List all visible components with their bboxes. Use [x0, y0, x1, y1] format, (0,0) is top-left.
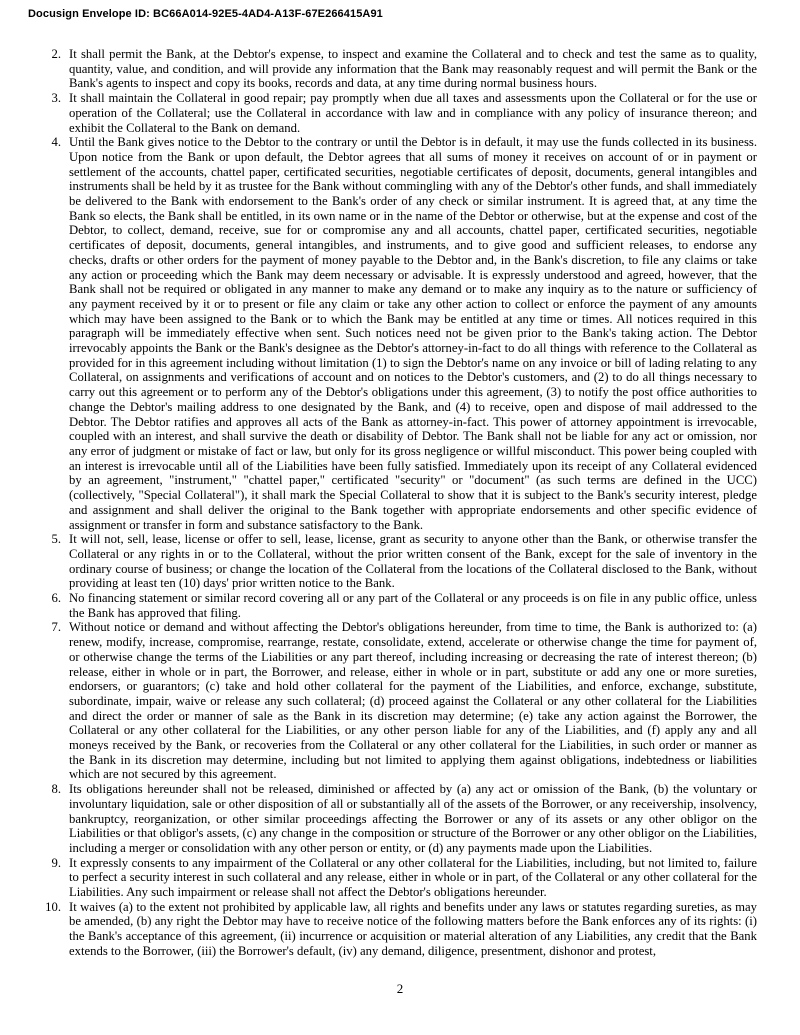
list-item: [40, 900, 757, 959]
list-item-text: It will not, sell, lease, license or offer to sell, lease, license, grant as security to anyone other than the Bank, or otherwise transfer the Collateral or any rights in or to the Collateral, without the prior written consent of the Bank, except for the sale of inventory in the ordinary course of business; or change the location of the Collateral from the locations of the Collateral disclosed to the Bank, without providing at least ten (10) days' prior written notice to the Bank.: [69, 532, 757, 591]
list-item-number: 8.: [51, 782, 61, 797]
list-item-number: 3.: [51, 91, 61, 106]
list-item-text: It shall permit the Bank, at the Debtor's expense, to inspect and examine the Collateral and to check and test the same as to quality, quantity, value, and condition, and will provide any information that the Bank may reasonably request and will permit the Bank or the Bank's agents to inspect and copy its books, records and data, at any time during normal business hours.: [69, 47, 757, 91]
list-item: [40, 91, 757, 135]
list-item: [40, 135, 757, 532]
list-item-number: 2.: [51, 47, 61, 61]
list-item-text: Its obligations hereunder shall not be released, diminished or affected by (a) any act or omission of the Bank, (b) the voluntary or involuntary liquidation, sale or other disposition of all or substantially all of the assets of the Borrower, or any receivership, insolvency, bankruptcy, reorganization, or other similar proceedings affecting the Borrower or any of its assets or any other obligor on the Liabilities or that obligor's assets, (c) any change in the composition or structure of the Borrower or any other obligor on the Liabilities, including a merger or consolidation with any other person or entity, or (d) any payments made upon the Liabilities.: [69, 782, 757, 855]
docusign-envelope-id: Docusign Envelope ID: BC66A014-92E5-4AD4-A13F-67E266415A91: [28, 8, 383, 20]
list-item-text: No financing statement or similar record covering all or any part of the Collateral or any proceeds is on file in any public office, unless the Bank has approved that filing.: [69, 591, 757, 620]
list-item: [40, 47, 757, 91]
list-item: [40, 620, 757, 782]
list-item-number: 6.: [51, 591, 61, 606]
list-item: [40, 532, 757, 591]
page-number: 2: [396, 981, 404, 996]
list-item-text: It expressly consents to any impairment of the Collateral or any other collateral for the Liabilities, including, but not limited to, failure to perfect a security interest in such collateral and any release, either in whole or in part, of the Collateral or any other collateral for the Liabilities. Any such impairment or release shall not affect the Debtor's obligations hereunder.: [69, 855, 757, 900]
list-item-number: 10.: [45, 899, 61, 914]
list-item-text: It shall maintain the Collateral in good repair; pay promptly when due all taxes and assessments upon the Collateral or for the use or operation of the Collateral; use the Collateral in accordance with law and in compliance with any policy of insurance thereon; and exhibit the Collateral to the Bank on demand.: [69, 91, 757, 135]
list-item-number: 9.: [51, 855, 61, 870]
list-item-text: Without notice or demand and without affecting the Debtor's obligations hereunder, from time to time, the Bank is authorized to: (a) renew, modify, increase, compromise, rearrange, restate, consolidate, extend, accelerate or otherwise change the time for payment of, or otherwise change the terms of the Liabilities or any part thereof, including increasing or decreasing the rate of interest thereon; (b) release, either in whole or in part, the Borrower, and release, either in whole or in part, substitute or add any one or more sureties, endorsers, or guarantors; (c) take and hold other collateral for the payment of the Liabilities, and enforce, exchange, substitute, subordinate, impair, waive or release any such collateral; (d) proceed against the Collateral or any other collateral for the Liabilities and direct the order or manner of sale as the Bank in its discretion may determine; (e) take any action against the Borrower, the Collateral or any other collateral for the Liabilities, or any other person liable for any of the Liabilities, and (f) apply any and all moneys received by the Bank, or recoveries from the Collateral or any other collateral for the Liabilities, in such order or manner as the Bank in its discretion may determine, including but not limited to applying them against obligations, indebtedness or liabilities which are not secured by this agreement.: [69, 620, 757, 782]
list-item-text: Until the Bank gives notice to the Debtor to the contrary or until the Debtor is in default, it may use the funds collected in its business. Upon notice from the Bank or upon default, the Debtor agrees that all sums of money it receives on account of or in payment or settlement of the accounts, chattel paper, certificated securities, negotiable certificates of deposit, documents, general intangibles and instruments shall be held by it as trustee for the Bank without commingling with any of the Debtor's other funds, and shall immediately be delivered to the Bank with endorsement to the Bank's order of any check or similar instrument. It is agreed that, at any time the Bank so elects, the Bank shall be entitled, in its own name or in the name of the Debtor or otherwise, but at the expense and cost of the Debtor, to collect, demand, receive, sue for or compromise any and all accounts, chattel paper, certificated securities, negotiable certificates of deposit, documents, general intangibles, and instruments, and to give good and sufficient releases, to endorse any checks, drafts or other orders for the payment of money payable to the Debtor and, in the Bank's discretion, to file any claims or take any action or proceeding which the Bank may deem necessary or advisable. It is expressly understood and agreed, however, that the Bank shall not be required or obligated in any manner to make any demand or to make any inquiry as to the nature or sufficiency of any payment received by it or to present or file any claim or take any other action to collect or enforce the payment of any amounts which may have been assigned to the Bank or to which the Bank may be entitled at any time or times. All notices required in this paragraph will be immediately effective when sent. Such notices need not be given prior to the Bank's taking action. The Debtor irrevocably appoints the Bank or the Bank's designee as the Debtor's attorney-in-fact to do all things with reference to the Collateral as provided for in this agreement including without limitation (1) to sign the Debtor's name on any invoice or bill of lading relating to any Collateral, on assignments and verifications of account and on notices to the Debtor's customers, and (2) to do all things necessary to carry out this agreement or to perform any of the Debtor's obligations under this agreement, (3) to notify the post office authorities to change the Debtor's mailing address to one designated by the Bank, and (4) to receive, open and dispose of mail addressed to the Debtor. The Debtor ratifies and approves all acts of the Bank as attorney-in-fact. This power of attorney appointment is irrevocable, coupled with an interest, and shall survive the death or disability of Debtor. The Bank shall not be liable for any act or omission, nor any error of judgment or mistake of fact or law, but only for its gross negligence or willful misconduct. This power being coupled with an interest is irrevocable until all of the Liabilities have been fully satisfied. Immediately upon its receipt of any Collateral evidenced by an agreement, "instrument," "chattel paper," certificated "security" or "document" (as such terms are defined in the UCC) (collectively, "Special Collateral"), it shall mark the Special Collateral to show that it is subject to the Bank's security interest, pledge and assignment and shall deliver the original to the Bank together with appropriate endorsements and other specific evidence of assignment or transfer in form and substance satisfactory to the Bank.: [69, 135, 757, 532]
list-item-number: 7.: [51, 620, 61, 635]
list-item: [40, 591, 757, 620]
list-item-text: It waives (a) to the extent not prohibited by applicable law, all rights and benefits under any laws or statutes regarding sureties, as may be amended, (b) any right the Debtor may have to receive notice of the following matters before the Bank enforces any of its rights: (i) the Bank's acceptance of this agreement, (ii) incurrence or acquisition or material alteration of any Liabilities, any credit that the Bank extends to the Borrower, (iii) the Borrower's default, (iv) any demand, diligence, presentment, dishonor and protest,: [69, 899, 757, 958]
list-item-number: 4.: [51, 135, 61, 150]
list-item: [40, 856, 757, 900]
list-item-number: 5.: [51, 532, 61, 547]
document-body: [40, 47, 757, 959]
list-item: [40, 782, 757, 856]
